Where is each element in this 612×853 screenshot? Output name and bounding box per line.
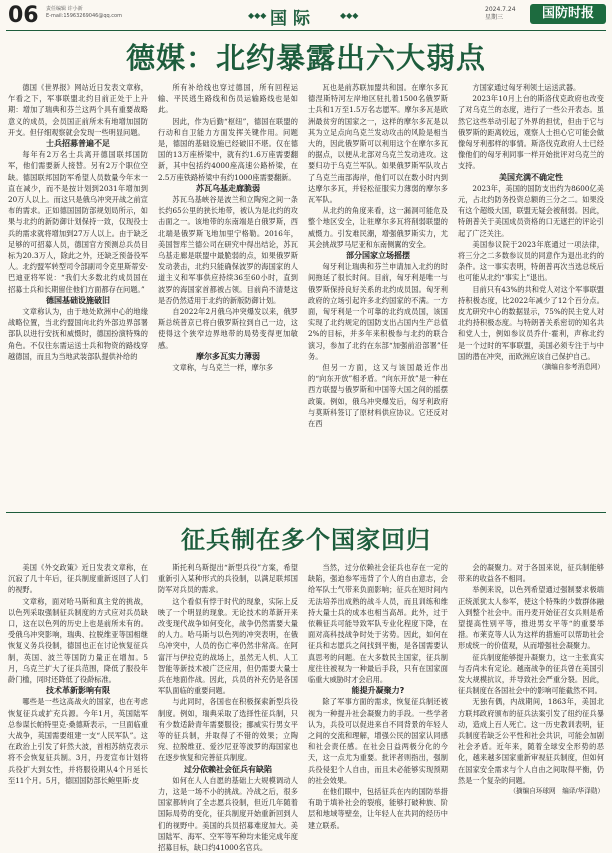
issue-date: 2024.7.24 bbox=[485, 6, 516, 13]
paragraph: 当然，过分依赖社会征兵也存在一定的缺陷，强迫参军违背了个人的自由意志，会给军队士气带来负面影响；征兵在短时间内无法培养出成熟的战斗人员，而且训练和维持大量士兵的成本也相当高昂。此外，过于依赖征兵可能导致军队专业化程度下降，在面对高科技战争时处于劣势。因此，如何在征兵和志愿兵之间找到平衡，是各国需要认真思考的问题。在大多数民主国家，征兵制度往往被视为一种最后手段，只有在国家面临重大威胁时才会启用。 bbox=[308, 563, 448, 685]
article1-column-4 bbox=[458, 82, 604, 508]
paragraph: 会的凝聚力。对于各国来说，征兵制能够带来的收益各不相同。 bbox=[458, 563, 604, 584]
source-credit: （摘编自环球网 编译/华泽勋） bbox=[509, 787, 604, 796]
date-box bbox=[485, 6, 516, 22]
paragraph: 2023年，美国的国防支出约为8600亿美元，占北约防务投资总额的三分之二。如果没有这个超级大国，联盟无疑会被削弱。因此，特朗普关于美国成员资格的口无遮拦的评论引起了广泛关注。 bbox=[458, 183, 604, 238]
paragraph: 文章称，与乌克兰一样，摩尔多 bbox=[172, 363, 274, 373]
paragraph: 除了军事方面的需求，恢复征兵制还被视为一种提升社会凝聚力的手段。一些学者认为，兵役可以促进来自不同背景的年轻人之间的交流和理解，增强公民的国家认同感和社会责任感。在社会日益两极分化的今天，这一点尤为重要。批评者则指出，强制兵役侵犯个人自由，而且未必能够实现预期的社会效果。 bbox=[308, 697, 448, 785]
paragraph: 自2022年2月俄乌冲突爆发以来，俄罗斯总统普京已将白俄罗斯拉到自己一边，这使得这个狭窄边界地带的局势变得更加敏感。 bbox=[158, 307, 298, 350]
paragraph: 苏瓦乌基峡谷是波兰和立陶宛之间一条长约65公里的狭长地带，被认为是北约的攻击面之一。该地带的东南端是白俄罗斯，西北端是俄罗斯飞地加里宁格勒。2016年，美国智库兰德公司在研究中得出结论，苏瓦乌基走廊是联盟中最脆弱的点，如果俄罗斯发动袭击，北约只能确保波罗的海国家的人道主义和军事供应持续36至60小时，直到波罗的海国家首都被占领。目前尚不清楚这是否仍然适用于北约的新版防御计划。 bbox=[158, 195, 298, 305]
paragraph: 但另一方面，这又与该国最近作出的“向东开放”相矛盾。“向东开放”是一种在西方联盟与俄罗斯和中国等大国之间的摇摆政策。例如，俄乌冲突爆发后，匈牙利政府与莫斯科签订了原材料供应协议。它还反对在西 bbox=[308, 363, 448, 429]
paragraph: 瓦也是前苏联加盟共和国。在摩尔多瓦德涅斯特河左岸地区驻扎着1500名俄罗斯士兵和1万至1.5万名志愿军。摩尔多瓦是欧洲最贫穷的国家之一，这样的摩尔多瓦是以其为立足点向乌克兰发动攻击的风险是相当大的，因此俄罗斯可以利用这个在摩尔多瓦的据点，以便从北部对乌克兰发动进攻。这要归功于乌克兰军队。如果俄罗斯军队攻占了乌克兰南部海岸，他们可以在数小时内到达摩尔多瓦，并轻松征服实力薄弱的摩尔多瓦军队。 bbox=[308, 83, 448, 205]
article2-headline: 征兵制在多个国家回归 bbox=[181, 526, 431, 554]
paragraph: 哪些是一些这高战火的国家，也在考虑恢复征兵或扩充兵源。今年1月，英国陆军总参谋长帕特里克·桑德斯表示，一旦面临重大战争，英国需要组建一支“人民军队”。这在政治上引发了轩然大波，首相苏纳克表示将不会恢复征兵制。3月，丹麦宣布计划将兵役扩大到女性，并将服役期从4个月延长至11个月。5月，德国国防部长鲍里斯·皮 bbox=[8, 697, 148, 785]
article2-column-4 bbox=[458, 562, 604, 842]
masthead-logo: 国防时报 bbox=[530, 4, 606, 24]
paragraph: 目前只有43%的共和党人对这个军事联盟持积极态度，比2022年减少了12个百分点。皮尤研究中心的数据显示，75%的民主党人对北约持积极态度。与特朗普关系密切的知名共和党人士，例如参议员乔什·霍利，声称北约是一个过时的军事联盟，美国必须专注于与中国的潜在冲突，而欧洲应该自己保护自己。 bbox=[458, 284, 604, 361]
editor-line: 责任编辑 许小新 bbox=[46, 6, 83, 12]
header-divider bbox=[6, 30, 606, 31]
paragraph: 如何在人人自愿的基础上大规模调动人力，这是一场不小的挑战。冷战之后，很多国家都转向了全志愿兵役制，但近几年随着国际局势的变化，征兵制度开始重新回到人们的视野中。美国的兵员招募难度加大。美国陆军、海军、空军等军种均未能完成年度招募目标，缺口约41000名官兵。 bbox=[158, 775, 298, 853]
section-title: 国际 bbox=[270, 9, 316, 29]
article2-column-2 bbox=[158, 562, 298, 853]
issue-weekday: 星期三 bbox=[485, 14, 504, 21]
paragraph: 这个看似有悖于时代的现象，实际上反映了一个明显的现象。无论技术的革新开来改变现代战争如何变化，战争仍然需要大量的人力。哈马斯与以色列的冲突表明，在俄乌冲突中，人员的伤亡率仍然非常高。在阿富汗与伊拉克的战场上，虽然无人机、人工智能等新技术被广泛应用，但仍需要大量士兵在地面作战。因此，兵员的补充仍是各国军队面临的重要问题。 bbox=[158, 596, 298, 696]
ornament-icon: ◆◆◆ bbox=[248, 11, 267, 20]
paragraph: 2023年10月上台的斯洛伐克政府也改变了对乌克兰的态度，进行了一些公开表态。虽然它这些举动引起了外界的担忧，但由于它与俄罗斯的距离较远，观察人士担心它可能会做像匈牙利那样的事情。斯洛伐克政府人士已经像他们的匈牙利同事一样开始批评对乌克兰的支持。 bbox=[458, 94, 604, 171]
article-divider bbox=[6, 512, 606, 513]
paragraph: 美国《外交政策》近日发表文章称，在沉寂了几十年后，征兵制度重新返回了人们的视野。 bbox=[8, 563, 148, 595]
article1-headline: 德媒：北约暴露出六大弱点 bbox=[125, 41, 486, 75]
paragraph: 文章称，面对哈马斯和真主党的挑战，以色列采取强制征兵制度的方式应对兵员缺口，这在以色列的历史上也是前所未有的。受俄乌冲突影响，瑞典、拉脱维亚等国相继恢复义务兵役制，德国也正在讨论恢复征兵制，英国、波兰等国防力量正在增加。5月，乌克兰扩大了征兵范围，降低了服役年龄门槛，同时还降低了役龄标准。 bbox=[8, 596, 148, 685]
article1-column-1 bbox=[8, 82, 148, 508]
paragraph: 美国参议院于2023年底通过一项法律，将三分之二多数参议员的同意作为退出北约的条件。这一事实表明，特朗普再次当选总统后也可能从北约“事实上”退出。 bbox=[458, 239, 604, 283]
paragraph: 举例来说，以色列希望通过强制要求极端正统派犹太人参军，使这个特殊的少数群体融入到整个社会中。而丹麦开始征召女兵则是希望提高性别平等，推进男女平等“的重要举措。布莱克等人认为这样的措施可以帮助社会形成统一的价值观，从而增强社会凝聚力。 bbox=[458, 585, 604, 651]
paragraph: 与此同时，各国也在积极探索新型兵役制度。例如，瑞典采取了选择性征兵制，只有少数适龄青年需要服役；挪威实行男女平等的征兵制，并取得了不错的效果；立陶宛、拉脱维亚、爱沙尼亚等波罗的海国家也在逐步恢复和完善征兵制度。 bbox=[158, 697, 298, 763]
source-credit: （摘编自参考消息网） bbox=[538, 363, 604, 372]
article2-column-1 bbox=[8, 562, 148, 842]
subheading: 美国充满不确定性 bbox=[499, 172, 563, 182]
paragraph: 每年有2万名士兵离开德国联邦国防军，他们需要新人接替。另有2万个职位空缺。德国联邦国防军希望人员数量今年末一直在减少，而不是按计划到2031年增加到20万人以上。而这只是俄乌冲突开战之前宣布的需求。正如德国国防部规划局所示，如果与北约的新防御计划保持一致，仅现役士兵的需求就将增加到27万人以上。由于缺乏足够的可招募人员，德国官方预测总兵员目标为20.3万人，除此之外，还缺乏预备役军人。北约盟军转型司令部副司令克里斯蒂安·巴迪亚将军说：“我们大多数北约成员国在招募士兵和长期留住他们方面都存在问题。” bbox=[8, 150, 148, 294]
article2-column-3 bbox=[308, 562, 448, 842]
subheading: 能提升凝聚力? bbox=[351, 686, 405, 696]
page-header bbox=[0, 0, 612, 28]
subheading: 苏瓦乌基走廊脆弱 bbox=[196, 183, 260, 193]
editor-info bbox=[46, 6, 122, 20]
page-number: 06 bbox=[8, 3, 39, 28]
paragraph: 因此，作为后勤“枢纽”，德国在联盟的行动和自卫能力方面发挥关键作用。问题是，德国的基础设施已经破旧不堪。仅在德国的13万座桥梁中，就有约1.6万座需要翻新，其中包括约4000座高速公路桥梁，在2.5万座铁路桥梁中有约1000座需要翻新。 bbox=[158, 116, 298, 182]
paragraph: 所有补给线也穿过德国，所有回程运输、平民逃生路线和伤员运输路线也是如此。 bbox=[158, 83, 298, 115]
article1-column-3 bbox=[308, 82, 448, 508]
paragraph: 斯托利乌斯提出“新型兵役”方案，希望重新引入某种形式的兵役制，以满足联邦国防军对兵员的需求。 bbox=[158, 563, 298, 595]
ornament-icon: ◆◆◆ bbox=[340, 11, 359, 20]
subheading: 摩尔多瓦实力薄弱 bbox=[196, 351, 260, 361]
paragraph: 无独有偶，内战期间，1863年，美国北方联邦政府颁布的征兵法案引发了纽约征兵暴动，造成上百人死亡。这一历史教训表明，征兵制度若缺乏公平性和社会共识，可能会加剧社会矛盾。近年来，随着全球安全形势的恶化，越来越多国家重新审视征兵制度，但如何在国家安全需求与个人自由之间取得平衡，仍然是一个复杂的问题。 bbox=[458, 697, 604, 785]
article1-column-2 bbox=[158, 82, 298, 508]
paragraph: 德国《世界报》网站近日发表文章称，乍看之下，军事联盟北约目前正处于上升期：增加了瑞典和芬兰这两个具有重要战略意义的成员，会员国正前所未有地增加国防开支。但仔细观察就会发现一些明显问题。 bbox=[8, 83, 148, 137]
subheading: 部分国家立场摇摆 bbox=[346, 251, 410, 261]
subheading: 德国基础设施破旧 bbox=[46, 295, 110, 305]
subheading: 士兵招募普遍不足 bbox=[46, 139, 110, 149]
email-line: E-mail:15963269046@qq.com bbox=[46, 13, 122, 19]
paragraph: 从北约的角度来看，这一漏洞可能危及整个地区安全，让驻摩尔多瓦将削弱联盟的威慑力。引发难民潮，增强俄罗斯实力，尤其会挑战罗马尼亚和东南侧翼的安全。 bbox=[308, 206, 448, 249]
paragraph: 方国家通过匈牙利领土运送武器。 bbox=[472, 83, 581, 92]
paragraph: 文章称认为，由于地处欧洲中心的地缘战略位置，当北约盟国向北约外部边界部署部队以进行安抚和威慑时，德国扮演特殊的角色。不仅往东需运送士兵和物资的路线穿越德国，而且为当地武装部队提供补给的 bbox=[8, 307, 148, 361]
paragraph: 在他们眼中，包括征兵在内的国防举措有助于填补社会的裂痕，能够打破种族、阶层和地域等壁垒，让年轻人在共同的经历中建立联系。 bbox=[308, 787, 448, 830]
subheading: 技术革新影响有限 bbox=[46, 686, 110, 696]
paragraph: 征兵制度能够提升凝聚力，这一主张真实与否尚未有定论。越南战争的征兵曾在美国引发大规模抗议，并导致社会严重分裂。因此，征兵制度在各国社会中的影响可能截然不同。 bbox=[458, 652, 604, 696]
paragraph: 匈牙利让瑞典和芬兰申请加入北约的时间拖延了很长时间。目前，匈牙利是唯一与俄罗斯保持良好关系的北约成员国。匈牙利政府的立场引起许多北约国家的不满。一方面，匈牙利是一个可靠的北约成员国，该国实现了北约规定的国防支出占国内生产总值2%的目标，并多年来积极参与北约的联合演习，参加了北约在东部“加强前沿部署”任务。 bbox=[308, 262, 448, 361]
subheading: 过分依赖社会征兵有缺陷 bbox=[184, 764, 272, 774]
